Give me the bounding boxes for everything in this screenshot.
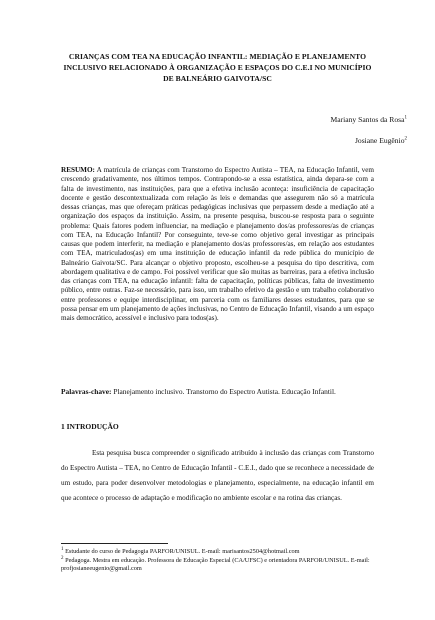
keywords <box>61 387 381 397</box>
author-name: Mariany Santos da Rosa <box>330 115 405 124</box>
author-2 <box>207 136 407 146</box>
paper-title: CRIANÇAS COM TEA NA EDUCAÇÃO INFANTIL: MEDIAÇÃO E PLANEJAMENTO INCLUSIVO RELACIONADO À ORGANIZAÇÃO E ESPAÇOS DO C.E.I NO MUNICÍPIO DE BALNEÁRIO GAIVOTA/SC <box>63 52 372 83</box>
author-name: Josiane Eugênio <box>354 136 405 145</box>
keywords-text: Planejamento inclusivo. Transtorno do Espectro Autista. Educação Infantil. <box>111 387 336 396</box>
abstract-text: A matrícula de crianças com Transtorno do Espectro Autista – TEA, na Educação Infantil, vem crescendo gradativamente, nos últimos tempos. Contrapondo-se a essa estatística, ainda depara-se com a falta de investimento, nas instituições, para que a efetiva inclusão aconteça: insuficiência de capacitação docente e gestão descontextualizada com relação às leis e demandas que assegurem não só a matrícula dessas crianças, mas que ofereçam práticas pedagógicas inclusivas que perpassem desde a mediação até a organização dos espaços da instituição. Assim, na presente pesquisa, buscou-se resposta para o seguinte problema: Quais fatores podem influenciar, na mediação e planejamento dos/as professores/as de crianças com TEA, na Educação Infantil? Por conseguinte, teve-se como objetivo geral investigar as principais causas que podem interferir, na mediação e planejamento dos/as professores/as, em relação aos estudantes com TEA, matriculados(as) em uma instituição de educação infantil da rede pública do município de Balneário Gaivota/SC. Para alcançar o objetivo proposto, escolheu-se a pesquisa do tipo descritiva, com abordagem qualitativa e de campo. Foi possível verificar que são muitas as barreiras, para a efetiva inclusão das crianças com TEA, na educação infantil: falta de capacitação, políticas públicas, falta de investimento público, entre outras. Faz-se necessário, para isso, um trabalho efetivo da gestão e um trabalho colaborativo entre professores e equipe interdisciplinar, em parceria com os familiares desses estudantes, para que se possa pensar em um planejamento de ações inclusivas, no Centro de Educação Infantil, visando a um espaço mais democrático, acessível e inclusivo para todos(as). <box>61 166 374 322</box>
footnote-2 <box>61 557 377 574</box>
author-footnote-mark: 1 <box>404 115 407 121</box>
footnote-text: Estudante do curso de Pedagogia PARFOR/UNISUL. E-mail: marisantos2504@hotmail.com <box>63 548 300 555</box>
footnote-mark: 2 <box>61 555 64 561</box>
intro-paragraph: Esta pesquisa busca compreender o significado atribuído à inclusão das crianças com Transtorno do Espectro Autista – TEA, no Centro de Educação Infantil - C.E.I., dado que se reconhece a necessidade de um estudo, para poder desenvolver metodologias e planejamento, especialmente, na educação infantil em que acontece o processo de adaptação e modificação no ambiente escolar e na rotina das crianças. <box>61 449 374 502</box>
footnote-text: Pedagoga. Mestra em educação. Professora de Educação Especial (CA/UFSC) e orientadora PARFOR/UNISUL. E-mail: profjosianeeugenio@gmail.com <box>61 556 370 572</box>
abstract-label: RESUMO: <box>61 166 95 174</box>
footnote-divider <box>61 543 168 544</box>
footnote-mark: 1 <box>61 546 64 552</box>
author-footnote-mark: 2 <box>404 136 407 142</box>
section-heading: 1 INTRODUÇÃO <box>61 422 119 431</box>
author-1 <box>207 115 407 125</box>
footnotes <box>61 548 377 574</box>
abstract <box>61 166 374 323</box>
keywords-label: Palavras-chave: <box>61 387 112 396</box>
footnote-1 <box>61 548 377 557</box>
